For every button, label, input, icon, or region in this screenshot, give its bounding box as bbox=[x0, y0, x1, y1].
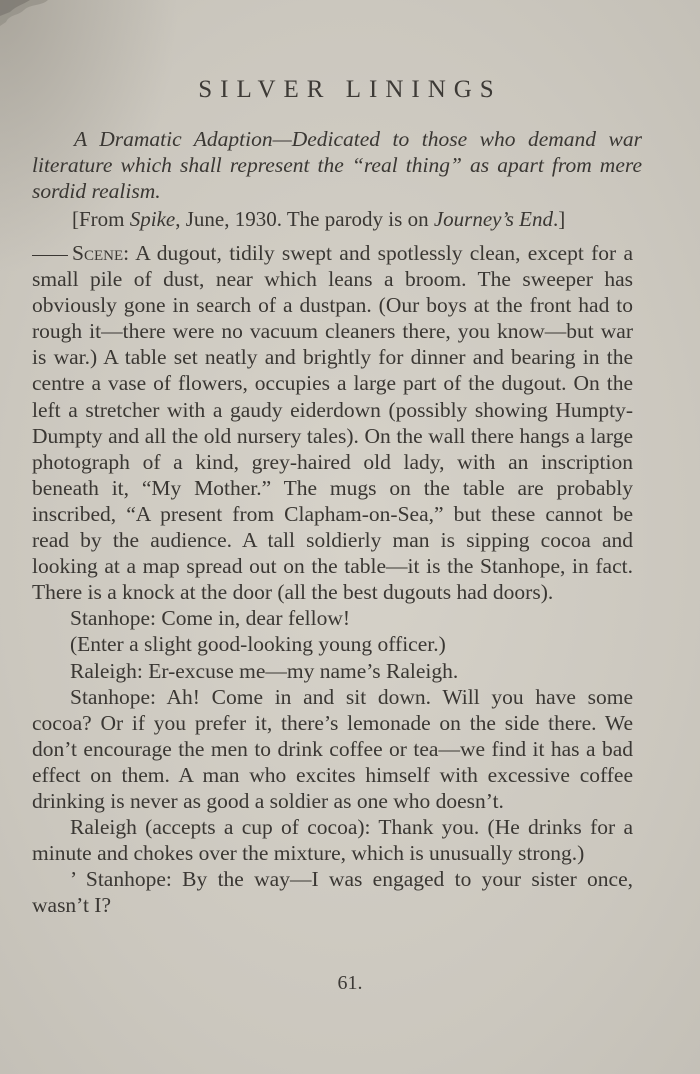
play-body bbox=[32, 240, 633, 918]
dialogue-line: Stanhope: Ah! Come in and sit down. Will you have some cocoa? Or if you prefer it, there’s lemonade on the side there. We don’t encourage the men to drink coffee or tea—we find it has a bad effect on them. A man who excites himself with excessive coffee drinking is never as good a soldier as one who doesn’t. bbox=[32, 684, 633, 813]
source-prefix: [From bbox=[72, 207, 130, 231]
source-work: Journey’s End bbox=[433, 207, 553, 231]
source-suffix: .] bbox=[553, 207, 566, 231]
dedication-text: A Dramatic Adaption—Dedicated to those who demand war literature which shall represent the “real thing” as apart from mere sordid realism. bbox=[32, 127, 642, 203]
scene-text: : A dugout, tidily swept and spotlessly clean, except for a small pile of dust, near which leans a broom. The sweeper has obviously gone in search of a dustpan. (Our boys at the front had to rough it—there were no vacuum cleaners there, you know—but war is war.) A table set neatly and brightly for dinner and bearing in the centre a vase of flowers, occupies a large part of the dugout. On the left a stretcher with a gaudy eiderdown (possibly showing Humpty-Dumpty and all the old nursery tales). On the wall there hangs a large photograph of a kind, grey-haired old lady, with an inscription beneath it, “My Mother.” The mugs on the table are probably inscribed, “A present from Clapham-on-Sea,” but these cannot be read by the audience. A tall soldierly man is sipping cocoa and looking at a map spread out on the table—it is the Stanhope, in fact. There is a knock at the door (all the best dugouts had doors). bbox=[32, 241, 633, 605]
dialogue-line: Raleigh: Er-excuse me—my name’s Raleigh. bbox=[70, 658, 459, 683]
dialogue-line: ’ Stanhope: By the way—I was engaged to your sister once, wasn’t I? bbox=[32, 867, 633, 918]
source-magazine: Spike bbox=[129, 207, 176, 231]
scene-dash bbox=[32, 255, 68, 256]
page-corner-stain bbox=[0, 0, 60, 30]
dialogue-line: Stanhope: Come in, dear fellow! bbox=[70, 606, 351, 631]
scene-label: Scene bbox=[72, 241, 124, 265]
page-number: 61. bbox=[337, 972, 363, 994]
scene-description bbox=[32, 240, 633, 605]
stage-direction: (Enter a slight good-looking young officer.) bbox=[70, 632, 446, 657]
source-date: , June, 1930. The parody is on bbox=[175, 207, 434, 231]
page-title: SILVER LININGS bbox=[198, 76, 502, 103]
dialogue-line: Raleigh (accepts a cup of cocoa): Thank you. (He drinks for a minute and chokes over the mixture, which is unusually strong.) bbox=[32, 815, 633, 866]
source-note bbox=[72, 206, 672, 232]
